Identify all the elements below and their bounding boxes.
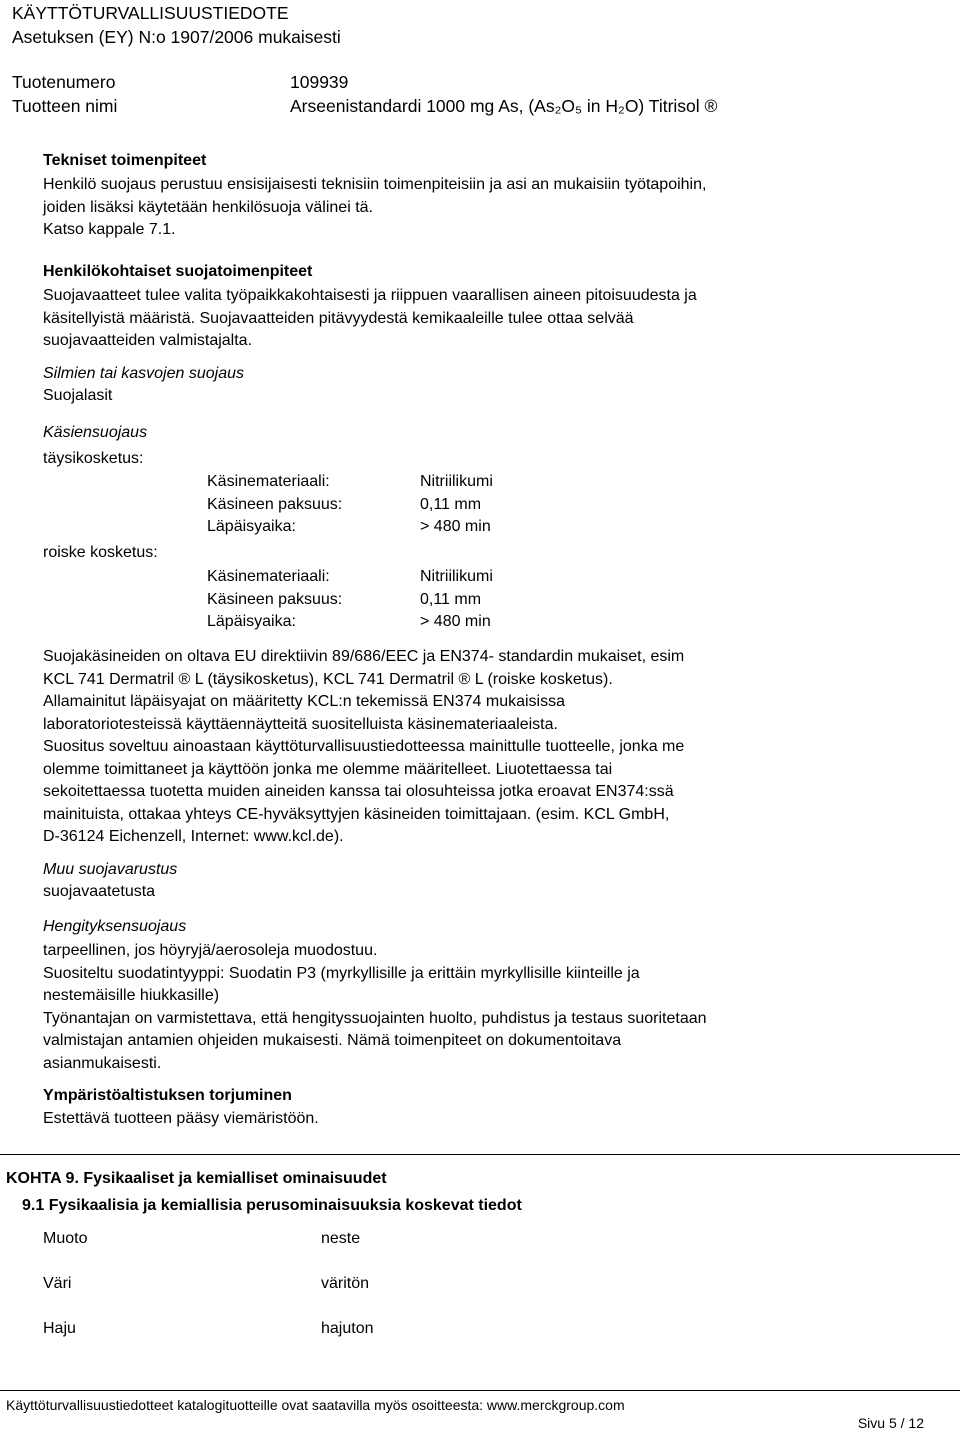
technical-measures-heading: Tekniset toimenpiteet	[43, 152, 207, 169]
splash-contact-label: roiske kosketus:	[43, 544, 158, 561]
glove-property-label: Käsinemateriaali:	[207, 473, 330, 490]
document-title: KÄYTTÖTURVALLISUUSTIEDOTE	[12, 3, 289, 23]
text-line: Katso kappale 7.1.	[43, 221, 176, 238]
text-line: Allamainitut läpäisyajat on määritetty KCL:n tekemissä EN374 mukaisissa	[43, 693, 566, 710]
text-line: Suojakäsineiden on oltava EU direktiivin 89/686/EEC ja EN374- standardin mukaiset, esim	[43, 648, 685, 665]
text-line: nestemäisille hiukkasille)	[43, 987, 220, 1004]
glove-property-value: > 480 min	[420, 613, 491, 630]
glove-property-label: Käsinemateriaali:	[207, 568, 330, 585]
eye-protection-text: Suojalasit	[43, 387, 113, 404]
footer-divider	[0, 1390, 960, 1391]
text-line: käsitellyistä määristä. Suojavaatteiden pitävyydestä kemikaaleille tulee ottaa selvää	[43, 309, 634, 327]
product-number-label: Tuotenumero	[12, 72, 116, 92]
regulation-subtitle: Asetuksen (EY) N:o 1907/2006 mukaisesti	[12, 27, 341, 47]
property-label-form: Muoto	[43, 1230, 88, 1247]
glove-property-value: > 480 min	[420, 518, 491, 535]
property-value-form: neste	[321, 1230, 361, 1247]
glove-property-value: Nitriilikumi	[420, 473, 493, 490]
technical-measures-text	[43, 174, 706, 242]
personal-protection-heading: Henkilökohtaiset suojatoimenpiteet	[43, 263, 313, 280]
footer-text: Käyttöturvallisuustiedotteet katalogituotteille ovat saatavilla myös osoitteesta: www.merckgroup.com	[6, 1397, 625, 1413]
property-label-odour: Haju	[43, 1320, 76, 1337]
splash-contact-labels	[207, 566, 342, 634]
product-name-label: Tuotteen nimi	[12, 96, 118, 116]
full-contact-label: täysikosketus:	[43, 450, 144, 467]
glove-property-value: Nitriilikumi	[420, 568, 493, 585]
hand-protection-heading: Käsiensuojaus	[43, 424, 148, 441]
environment-heading: Ympäristöaltistuksen torjuminen	[43, 1087, 292, 1104]
full-contact-labels	[207, 471, 342, 539]
text-line: suojavaatteiden valmistajalta.	[43, 332, 253, 349]
other-protection-text: suojavaatetusta	[43, 883, 156, 900]
personal-protection-text	[43, 285, 697, 353]
glove-property-value: 0,11 mm	[420, 590, 482, 608]
property-value-colour: väritön	[321, 1275, 370, 1292]
product-name-value: Arseenistandardi 1000 mg As, (As₂O₅ in H₂O) Titrisol ®	[290, 96, 718, 116]
glove-property-label: Käsineen paksuus:	[207, 495, 343, 513]
text-line: Työnantajan on varmistettava, että hengityssuojainten huolto, puhdistus ja testaus suoritetaan	[43, 1009, 707, 1027]
page-number: Sivu 5 / 12	[857, 1415, 924, 1431]
text-line: olemme toimittaneet ja käyttöön jonka me olemme määritelleet. Liuotettaessa tai	[43, 760, 613, 778]
section-9-1-heading: 9.1 Fysikaalisia ja kemiallisia perusominaisuuksia koskevat tiedot	[22, 1197, 522, 1214]
text-line: Henkilö suojaus perustuu ensisijaisesti teknisiin toimenpiteisiin ja asi an mukaisiin työtapoihin,	[43, 176, 707, 193]
text-line: asianmukaisesti.	[43, 1054, 162, 1072]
glove-property-label: Läpäisyaika:	[207, 613, 296, 630]
text-line: D-36124 Eichenzell, Internet: www.kcl.de).	[43, 828, 344, 845]
text-line: valmistajan antamien ohjeiden mukaisesti. Nämä toimenpiteet on dokumentoitava	[43, 1032, 622, 1049]
text-line: Suojavaatteet tulee valita työpaikkakohtaisesti ja riippuen vaarallisen aineen pitoisuudesta ja	[43, 287, 697, 304]
property-value-odour: hajuton	[321, 1320, 374, 1337]
glove-property-label: Läpäisyaika:	[207, 518, 296, 535]
text-line: KCL 741 Dermatril ® L (täysikosketus), KCL 741 Dermatril ® L (roiske kosketus).	[43, 670, 613, 688]
product-number-value: 109939	[290, 72, 349, 92]
glove-property-label: Käsineen paksuus:	[207, 590, 343, 608]
section-divider	[0, 1154, 960, 1155]
splash-contact-values	[420, 566, 493, 634]
text-line: laboratoriotesteissä käyttäennäytteitä suositelluista käsinemateriaaleista.	[43, 715, 558, 733]
property-label-colour: Väri	[43, 1275, 72, 1292]
other-protection-heading: Muu suojavarustus	[43, 861, 178, 878]
text-line: Suositus soveltuu ainoastaan käyttöturvallisuustiedotteessa mainittulle tuotteelle, jonka me	[43, 738, 685, 755]
glove-property-value: 0,11 mm	[420, 495, 482, 513]
section-9-heading: KOHTA 9. Fysikaaliset ja kemialliset ominaisuudet	[6, 1170, 387, 1187]
respiratory-protection-text	[43, 940, 707, 1075]
text-line: sekoitettaessa tuotetta muiden aineiden kanssa tai olosuhteissa jotka eroavat EN374:ssä	[43, 783, 674, 800]
environment-text: Estettävä tuotteen pääsy viemäristöön.	[43, 1110, 319, 1127]
eye-protection-heading: Silmien tai kasvojen suojaus	[43, 365, 244, 382]
full-contact-values	[420, 471, 493, 539]
text-line: tarpeellinen, jos höyryjä/aerosoleja muodostuu.	[43, 942, 378, 959]
text-line: Suositeltu suodatintyyppi: Suodatin P3 (myrkyllisille ja erittäin myrkyllisille kiinteille ja	[43, 964, 640, 982]
glove-notes	[43, 646, 684, 849]
respiratory-protection-heading: Hengityksensuojaus	[43, 918, 187, 935]
text-line: joiden lisäksi käytetään henkilösuoja välinei tä.	[43, 198, 373, 216]
text-line: mainituista, ottakaa yhteys CE-hyväksyttyjen käsineiden toimittajaan. (esim. KCL GmbH,	[43, 805, 670, 823]
